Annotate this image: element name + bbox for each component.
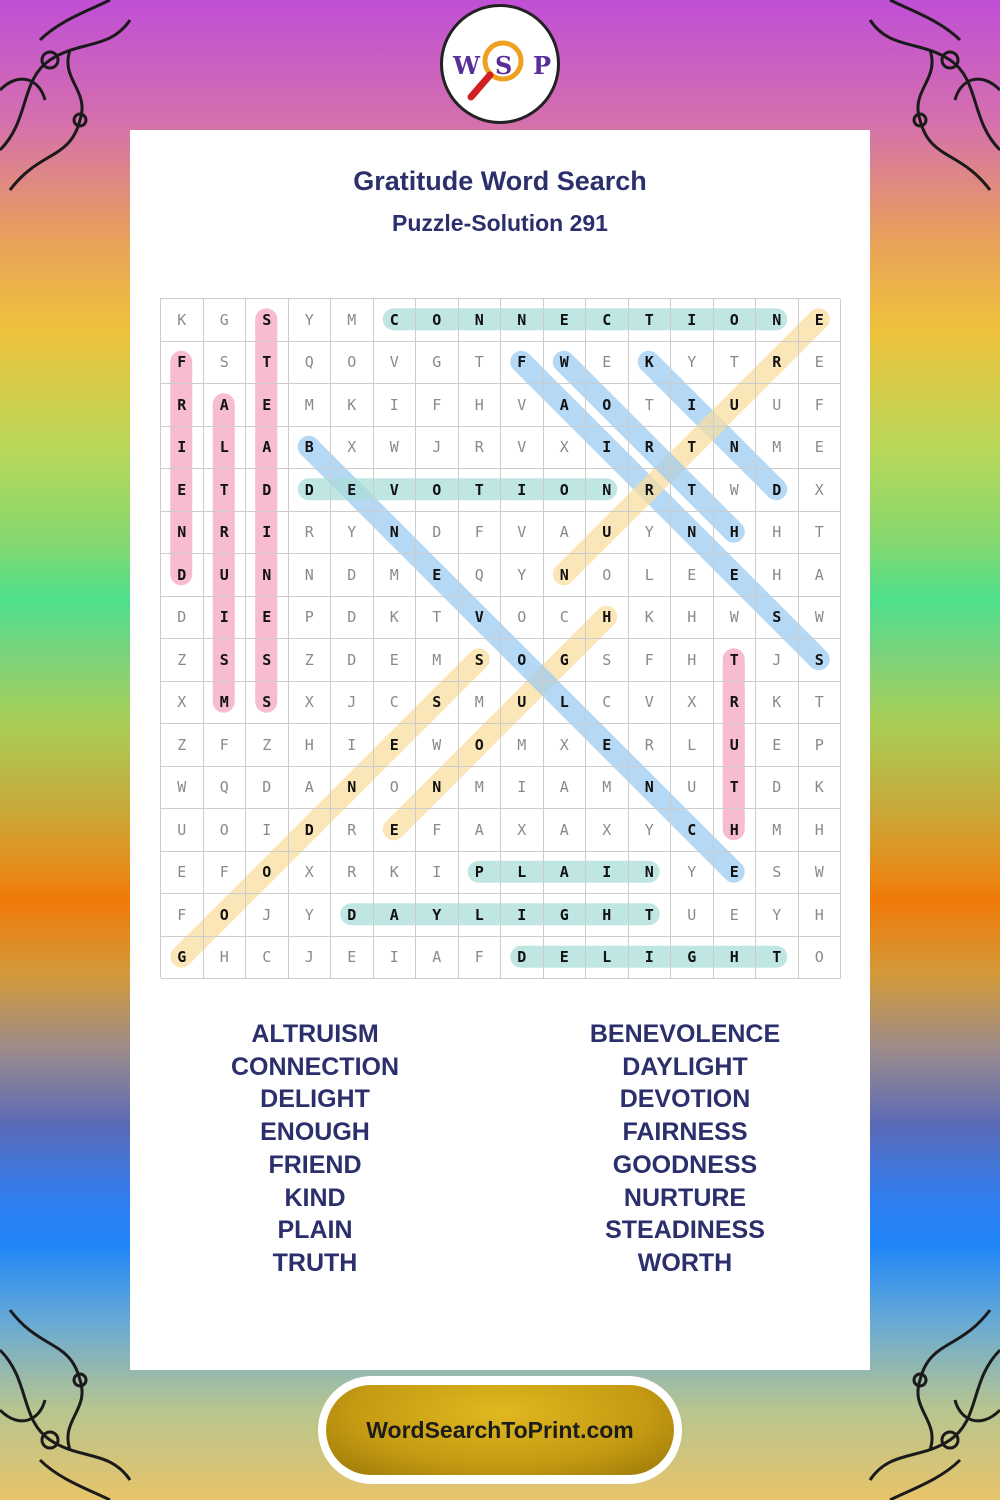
grid-cell: W bbox=[799, 852, 842, 895]
grid-cell: V bbox=[374, 469, 417, 512]
grid-cell: R bbox=[289, 512, 332, 555]
grid-cell: X bbox=[544, 724, 587, 767]
grid-cell: Q bbox=[289, 342, 332, 385]
grid-cell: E bbox=[374, 724, 417, 767]
grid-cell: O bbox=[501, 639, 544, 682]
grid-cell: E bbox=[544, 299, 587, 342]
grid-cell: D bbox=[331, 894, 374, 937]
grid-cell: H bbox=[799, 809, 842, 852]
grid-cell: A bbox=[204, 384, 247, 427]
grid-cell: S bbox=[204, 342, 247, 385]
grid-cell: E bbox=[586, 724, 629, 767]
word-list-item: WORTH bbox=[637, 1248, 733, 1277]
grid-cell: W bbox=[416, 724, 459, 767]
grid-cell: O bbox=[459, 724, 502, 767]
grid-cell: H bbox=[459, 384, 502, 427]
grid-cell: G bbox=[544, 639, 587, 682]
word-list-item: FRIEND bbox=[268, 1150, 362, 1179]
grid-cell: T bbox=[459, 342, 502, 385]
grid-cell: Y bbox=[501, 554, 544, 597]
grid-cell: R bbox=[161, 384, 204, 427]
grid-cell: G bbox=[544, 894, 587, 937]
corner-ornament-icon bbox=[850, 1300, 1000, 1500]
grid-cell: N bbox=[331, 767, 374, 810]
word-list-item: KIND bbox=[284, 1183, 346, 1212]
grid-cell: S bbox=[756, 852, 799, 895]
site-badge[interactable] bbox=[318, 1376, 682, 1484]
grid-cell: D bbox=[331, 597, 374, 640]
grid-cell: I bbox=[204, 597, 247, 640]
grid-cell: E bbox=[799, 342, 842, 385]
letter-grid bbox=[160, 298, 840, 978]
grid-cell: W bbox=[714, 469, 757, 512]
grid-cell: A bbox=[374, 894, 417, 937]
grid-cell: I bbox=[501, 469, 544, 512]
grid-cell: M bbox=[331, 299, 374, 342]
grid-cell: S bbox=[459, 639, 502, 682]
grid-cell: K bbox=[374, 597, 417, 640]
grid-cell: Y bbox=[671, 342, 714, 385]
grid-cell: S bbox=[586, 639, 629, 682]
grid-cell: L bbox=[671, 724, 714, 767]
grid-cell: T bbox=[204, 469, 247, 512]
grid-cell: U bbox=[204, 554, 247, 597]
grid-cell: U bbox=[586, 512, 629, 555]
grid-cell: J bbox=[331, 682, 374, 725]
word-list-item: DELIGHT bbox=[260, 1085, 370, 1114]
grid-cell: S bbox=[416, 682, 459, 725]
grid-cell: H bbox=[714, 937, 757, 980]
grid-cell: M bbox=[459, 682, 502, 725]
grid-cell: Y bbox=[289, 894, 332, 937]
grid-cell: T bbox=[416, 597, 459, 640]
grid-cell: D bbox=[416, 512, 459, 555]
grid-cell: L bbox=[204, 427, 247, 470]
grid-cell: X bbox=[501, 809, 544, 852]
grid-cell: X bbox=[671, 682, 714, 725]
word-list-item: CONNECTION bbox=[230, 1052, 400, 1081]
grid-cell: V bbox=[629, 682, 672, 725]
grid-cell: E bbox=[586, 342, 629, 385]
grid-cell: O bbox=[246, 852, 289, 895]
grid-cell: O bbox=[544, 469, 587, 512]
word-list-item: DAYLIGHT bbox=[622, 1052, 748, 1081]
grid-cell: W bbox=[161, 767, 204, 810]
grid-cell: E bbox=[374, 809, 417, 852]
grid-cell: R bbox=[714, 682, 757, 725]
grid-cell: X bbox=[289, 682, 332, 725]
grid-cell: C bbox=[586, 682, 629, 725]
grid-cell: D bbox=[289, 809, 332, 852]
grid-cell: K bbox=[331, 384, 374, 427]
grid-cell: D bbox=[756, 767, 799, 810]
grid-cell: I bbox=[586, 852, 629, 895]
grid-cell: V bbox=[501, 384, 544, 427]
grid-cell: Y bbox=[629, 809, 672, 852]
grid-cell: D bbox=[161, 597, 204, 640]
grid-cell: P bbox=[289, 597, 332, 640]
corner-ornament-icon bbox=[850, 0, 1000, 200]
grid-cell: M bbox=[501, 724, 544, 767]
grid-cell: H bbox=[671, 639, 714, 682]
grid-cell: Y bbox=[671, 852, 714, 895]
grid-cell: M bbox=[586, 767, 629, 810]
grid-cell: H bbox=[799, 894, 842, 937]
grid-cell: F bbox=[416, 809, 459, 852]
grid-cell: Q bbox=[459, 554, 502, 597]
grid-cell: I bbox=[374, 384, 417, 427]
grid-cell: K bbox=[374, 852, 417, 895]
grid-cell: R bbox=[331, 809, 374, 852]
grid-cell: I bbox=[246, 809, 289, 852]
grid-cell: P bbox=[459, 852, 502, 895]
grid-cell: H bbox=[756, 512, 799, 555]
grid-cell: C bbox=[586, 299, 629, 342]
grid-cell: U bbox=[756, 384, 799, 427]
grid-cell: U bbox=[671, 894, 714, 937]
grid-cell: L bbox=[544, 682, 587, 725]
grid-cell: I bbox=[671, 384, 714, 427]
grid-cell: S bbox=[246, 299, 289, 342]
grid-cell: E bbox=[544, 937, 587, 980]
grid-cell: X bbox=[544, 427, 587, 470]
grid-cell: H bbox=[204, 937, 247, 980]
grid-cell: E bbox=[714, 852, 757, 895]
grid-cell: F bbox=[501, 342, 544, 385]
grid-cell: F bbox=[459, 512, 502, 555]
grid-cell: O bbox=[204, 894, 247, 937]
grid-cell: E bbox=[714, 554, 757, 597]
grid-cell: N bbox=[629, 767, 672, 810]
grid-cell: J bbox=[416, 427, 459, 470]
grid-cell: T bbox=[799, 512, 842, 555]
grid-cell: I bbox=[331, 724, 374, 767]
grid-cell: Z bbox=[289, 639, 332, 682]
grid-cell: A bbox=[246, 427, 289, 470]
grid-cell: I bbox=[629, 937, 672, 980]
grid-cell: R bbox=[629, 427, 672, 470]
grid-cell: I bbox=[374, 937, 417, 980]
grid-cell: H bbox=[714, 809, 757, 852]
grid-cell: O bbox=[374, 767, 417, 810]
grid-cell: B bbox=[289, 427, 332, 470]
grid-cell: K bbox=[629, 342, 672, 385]
grid-cell: Z bbox=[161, 639, 204, 682]
grid-cell: V bbox=[501, 427, 544, 470]
grid-cell: Y bbox=[416, 894, 459, 937]
grid-cell: E bbox=[799, 427, 842, 470]
word-list-left bbox=[130, 1018, 500, 1280]
grid-cell: N bbox=[544, 554, 587, 597]
grid-cell: A bbox=[544, 852, 587, 895]
grid-cell: W bbox=[799, 597, 842, 640]
grid-cell: J bbox=[756, 639, 799, 682]
grid-cell: J bbox=[289, 937, 332, 980]
grid-cell: N bbox=[501, 299, 544, 342]
grid-cell: Y bbox=[756, 894, 799, 937]
grid-cell: D bbox=[331, 554, 374, 597]
grid-cell: S bbox=[756, 597, 799, 640]
grid-cell: C bbox=[374, 682, 417, 725]
word-list-item: ENOUGH bbox=[260, 1118, 370, 1147]
grid-cell: O bbox=[501, 597, 544, 640]
logo-letter-w: W bbox=[453, 51, 480, 80]
grid-cell: M bbox=[289, 384, 332, 427]
grid-cell: E bbox=[331, 937, 374, 980]
grid-cell: V bbox=[459, 597, 502, 640]
grid-cell: D bbox=[756, 469, 799, 512]
grid-cell: E bbox=[161, 852, 204, 895]
grid-cell: X bbox=[289, 852, 332, 895]
grid-cell: R bbox=[331, 852, 374, 895]
grid-cell: Z bbox=[161, 724, 204, 767]
word-list-right bbox=[500, 1018, 870, 1280]
puzzle-grid-area bbox=[160, 298, 840, 978]
corner-ornament-icon bbox=[0, 0, 150, 200]
grid-cell: Y bbox=[289, 299, 332, 342]
logo-letter-s: S bbox=[495, 51, 513, 80]
grid-cell: T bbox=[799, 682, 842, 725]
grid-cell: R bbox=[629, 724, 672, 767]
grid-cell: Y bbox=[331, 512, 374, 555]
grid-cell: R bbox=[756, 342, 799, 385]
grid-cell: Z bbox=[246, 724, 289, 767]
grid-cell: E bbox=[671, 554, 714, 597]
grid-cell: T bbox=[671, 427, 714, 470]
grid-cell: M bbox=[459, 767, 502, 810]
grid-cell: N bbox=[629, 852, 672, 895]
grid-cell: E bbox=[756, 724, 799, 767]
grid-cell: G bbox=[416, 342, 459, 385]
grid-cell: F bbox=[416, 384, 459, 427]
grid-cell: T bbox=[246, 342, 289, 385]
grid-cell: D bbox=[501, 937, 544, 980]
grid-cell: U bbox=[161, 809, 204, 852]
grid-cell: M bbox=[756, 809, 799, 852]
grid-cell: O bbox=[586, 554, 629, 597]
grid-cell: U bbox=[671, 767, 714, 810]
grid-cell: A bbox=[544, 384, 587, 427]
word-list-item: TRUTH bbox=[272, 1248, 358, 1277]
grid-cell: E bbox=[374, 639, 417, 682]
grid-cell: M bbox=[756, 427, 799, 470]
grid-cell: F bbox=[204, 724, 247, 767]
grid-cell: V bbox=[374, 342, 417, 385]
grid-cell: X bbox=[331, 427, 374, 470]
site-logo[interactable] bbox=[440, 4, 560, 124]
grid-cell: W bbox=[374, 427, 417, 470]
grid-cell: X bbox=[161, 682, 204, 725]
grid-cell: J bbox=[246, 894, 289, 937]
grid-cell: E bbox=[714, 894, 757, 937]
grid-cell: N bbox=[586, 469, 629, 512]
word-list-item: STEADINESS bbox=[605, 1216, 765, 1245]
grid-cell: K bbox=[629, 597, 672, 640]
word-list-item: FAIRNESS bbox=[622, 1118, 748, 1147]
grid-cell: N bbox=[161, 512, 204, 555]
grid-cell: R bbox=[629, 469, 672, 512]
grid-cell: W bbox=[714, 597, 757, 640]
grid-cell: N bbox=[714, 427, 757, 470]
grid-cell: D bbox=[246, 767, 289, 810]
grid-cell: T bbox=[629, 384, 672, 427]
grid-cell: D bbox=[161, 554, 204, 597]
grid-cell: U bbox=[501, 682, 544, 725]
grid-cell: D bbox=[289, 469, 332, 512]
grid-cell: T bbox=[459, 469, 502, 512]
grid-cell: O bbox=[416, 469, 459, 512]
grid-cell: G bbox=[161, 937, 204, 980]
word-list-item: ALTRUISM bbox=[251, 1020, 379, 1048]
grid-cell: K bbox=[756, 682, 799, 725]
grid-cell: N bbox=[246, 554, 289, 597]
grid-cell: I bbox=[586, 427, 629, 470]
grid-cell: K bbox=[161, 299, 204, 342]
grid-cell: R bbox=[459, 427, 502, 470]
grid-cell: S bbox=[799, 639, 842, 682]
grid-cell: G bbox=[204, 299, 247, 342]
grid-cell: N bbox=[459, 299, 502, 342]
grid-cell: E bbox=[161, 469, 204, 512]
word-list-item: GOODNESS bbox=[612, 1150, 758, 1179]
grid-cell: A bbox=[416, 937, 459, 980]
page-title: Gratitude Word Search bbox=[353, 166, 647, 196]
grid-cell: H bbox=[714, 512, 757, 555]
grid-cell: N bbox=[416, 767, 459, 810]
grid-cell: O bbox=[331, 342, 374, 385]
grid-cell: Q bbox=[204, 767, 247, 810]
grid-cell: S bbox=[246, 682, 289, 725]
grid-cell: Y bbox=[629, 512, 672, 555]
grid-cell: G bbox=[671, 937, 714, 980]
grid-cell: K bbox=[799, 767, 842, 810]
grid-cell: H bbox=[586, 894, 629, 937]
grid-cell: I bbox=[501, 894, 544, 937]
grid-cell: H bbox=[671, 597, 714, 640]
grid-cell: T bbox=[714, 342, 757, 385]
grid-cell: W bbox=[544, 342, 587, 385]
grid-cell: I bbox=[246, 512, 289, 555]
grid-cell: F bbox=[459, 937, 502, 980]
grid-cell: D bbox=[246, 469, 289, 512]
logo-letter-p: P bbox=[533, 51, 552, 80]
grid-cell: E bbox=[246, 384, 289, 427]
grid-cell: N bbox=[374, 512, 417, 555]
grid-cell: O bbox=[416, 299, 459, 342]
page-subtitle: Puzzle-Solution 291 bbox=[392, 210, 608, 236]
grid-cell: O bbox=[714, 299, 757, 342]
site-link[interactable]: WordSearchToPrint.com bbox=[326, 1385, 674, 1475]
grid-cell: S bbox=[246, 639, 289, 682]
grid-cell: S bbox=[204, 639, 247, 682]
grid-cell: A bbox=[289, 767, 332, 810]
grid-cell: I bbox=[501, 767, 544, 810]
grid-cell: A bbox=[544, 767, 587, 810]
grid-cell: I bbox=[161, 427, 204, 470]
grid-cell: N bbox=[671, 512, 714, 555]
puzzle-sheet bbox=[130, 130, 870, 1370]
grid-cell: L bbox=[586, 937, 629, 980]
grid-cell: C bbox=[671, 809, 714, 852]
grid-cell: L bbox=[501, 852, 544, 895]
grid-cell: M bbox=[204, 682, 247, 725]
grid-cell: T bbox=[671, 469, 714, 512]
grid-cell: T bbox=[629, 894, 672, 937]
grid-cell: O bbox=[586, 384, 629, 427]
grid-cell: I bbox=[416, 852, 459, 895]
grid-cell: T bbox=[714, 767, 757, 810]
grid-cell: T bbox=[756, 937, 799, 980]
grid-cell: C bbox=[544, 597, 587, 640]
grid-cell: I bbox=[671, 299, 714, 342]
grid-cell: D bbox=[331, 639, 374, 682]
grid-cell: R bbox=[204, 512, 247, 555]
grid-cell: N bbox=[289, 554, 332, 597]
grid-cell: H bbox=[289, 724, 332, 767]
grid-cell: F bbox=[629, 639, 672, 682]
grid-cell: M bbox=[416, 639, 459, 682]
grid-cell: M bbox=[374, 554, 417, 597]
grid-cell: E bbox=[331, 469, 374, 512]
grid-cell: H bbox=[756, 554, 799, 597]
grid-cell: T bbox=[629, 299, 672, 342]
grid-cell: V bbox=[501, 512, 544, 555]
grid-cell: A bbox=[459, 809, 502, 852]
grid-cell: E bbox=[246, 597, 289, 640]
grid-cell: F bbox=[799, 384, 842, 427]
grid-cell: L bbox=[459, 894, 502, 937]
word-list-item: BENEVOLENCE bbox=[589, 1020, 781, 1048]
grid-cell: T bbox=[714, 639, 757, 682]
grid-cell: A bbox=[544, 809, 587, 852]
grid-cell: C bbox=[246, 937, 289, 980]
word-list-item: PLAIN bbox=[277, 1216, 353, 1245]
grid-cell: O bbox=[204, 809, 247, 852]
grid-cell: N bbox=[756, 299, 799, 342]
grid-cell: F bbox=[204, 852, 247, 895]
grid-cell: L bbox=[629, 554, 672, 597]
grid-cell: F bbox=[161, 342, 204, 385]
grid-cell: O bbox=[799, 937, 842, 980]
grid-cell: C bbox=[374, 299, 417, 342]
word-list-item: NURTURE bbox=[623, 1183, 747, 1212]
grid-cell: F bbox=[161, 894, 204, 937]
grid-cell: U bbox=[714, 724, 757, 767]
grid-cell: U bbox=[714, 384, 757, 427]
grid-cell: H bbox=[586, 597, 629, 640]
grid-cell: E bbox=[799, 299, 842, 342]
corner-ornament-icon bbox=[0, 1300, 150, 1500]
grid-cell: A bbox=[799, 554, 842, 597]
grid-cell: P bbox=[799, 724, 842, 767]
grid-cell: X bbox=[586, 809, 629, 852]
grid-cell: E bbox=[416, 554, 459, 597]
word-list-item: DEVOTION bbox=[619, 1085, 751, 1114]
grid-cell: X bbox=[799, 469, 842, 512]
grid-cell: A bbox=[544, 512, 587, 555]
